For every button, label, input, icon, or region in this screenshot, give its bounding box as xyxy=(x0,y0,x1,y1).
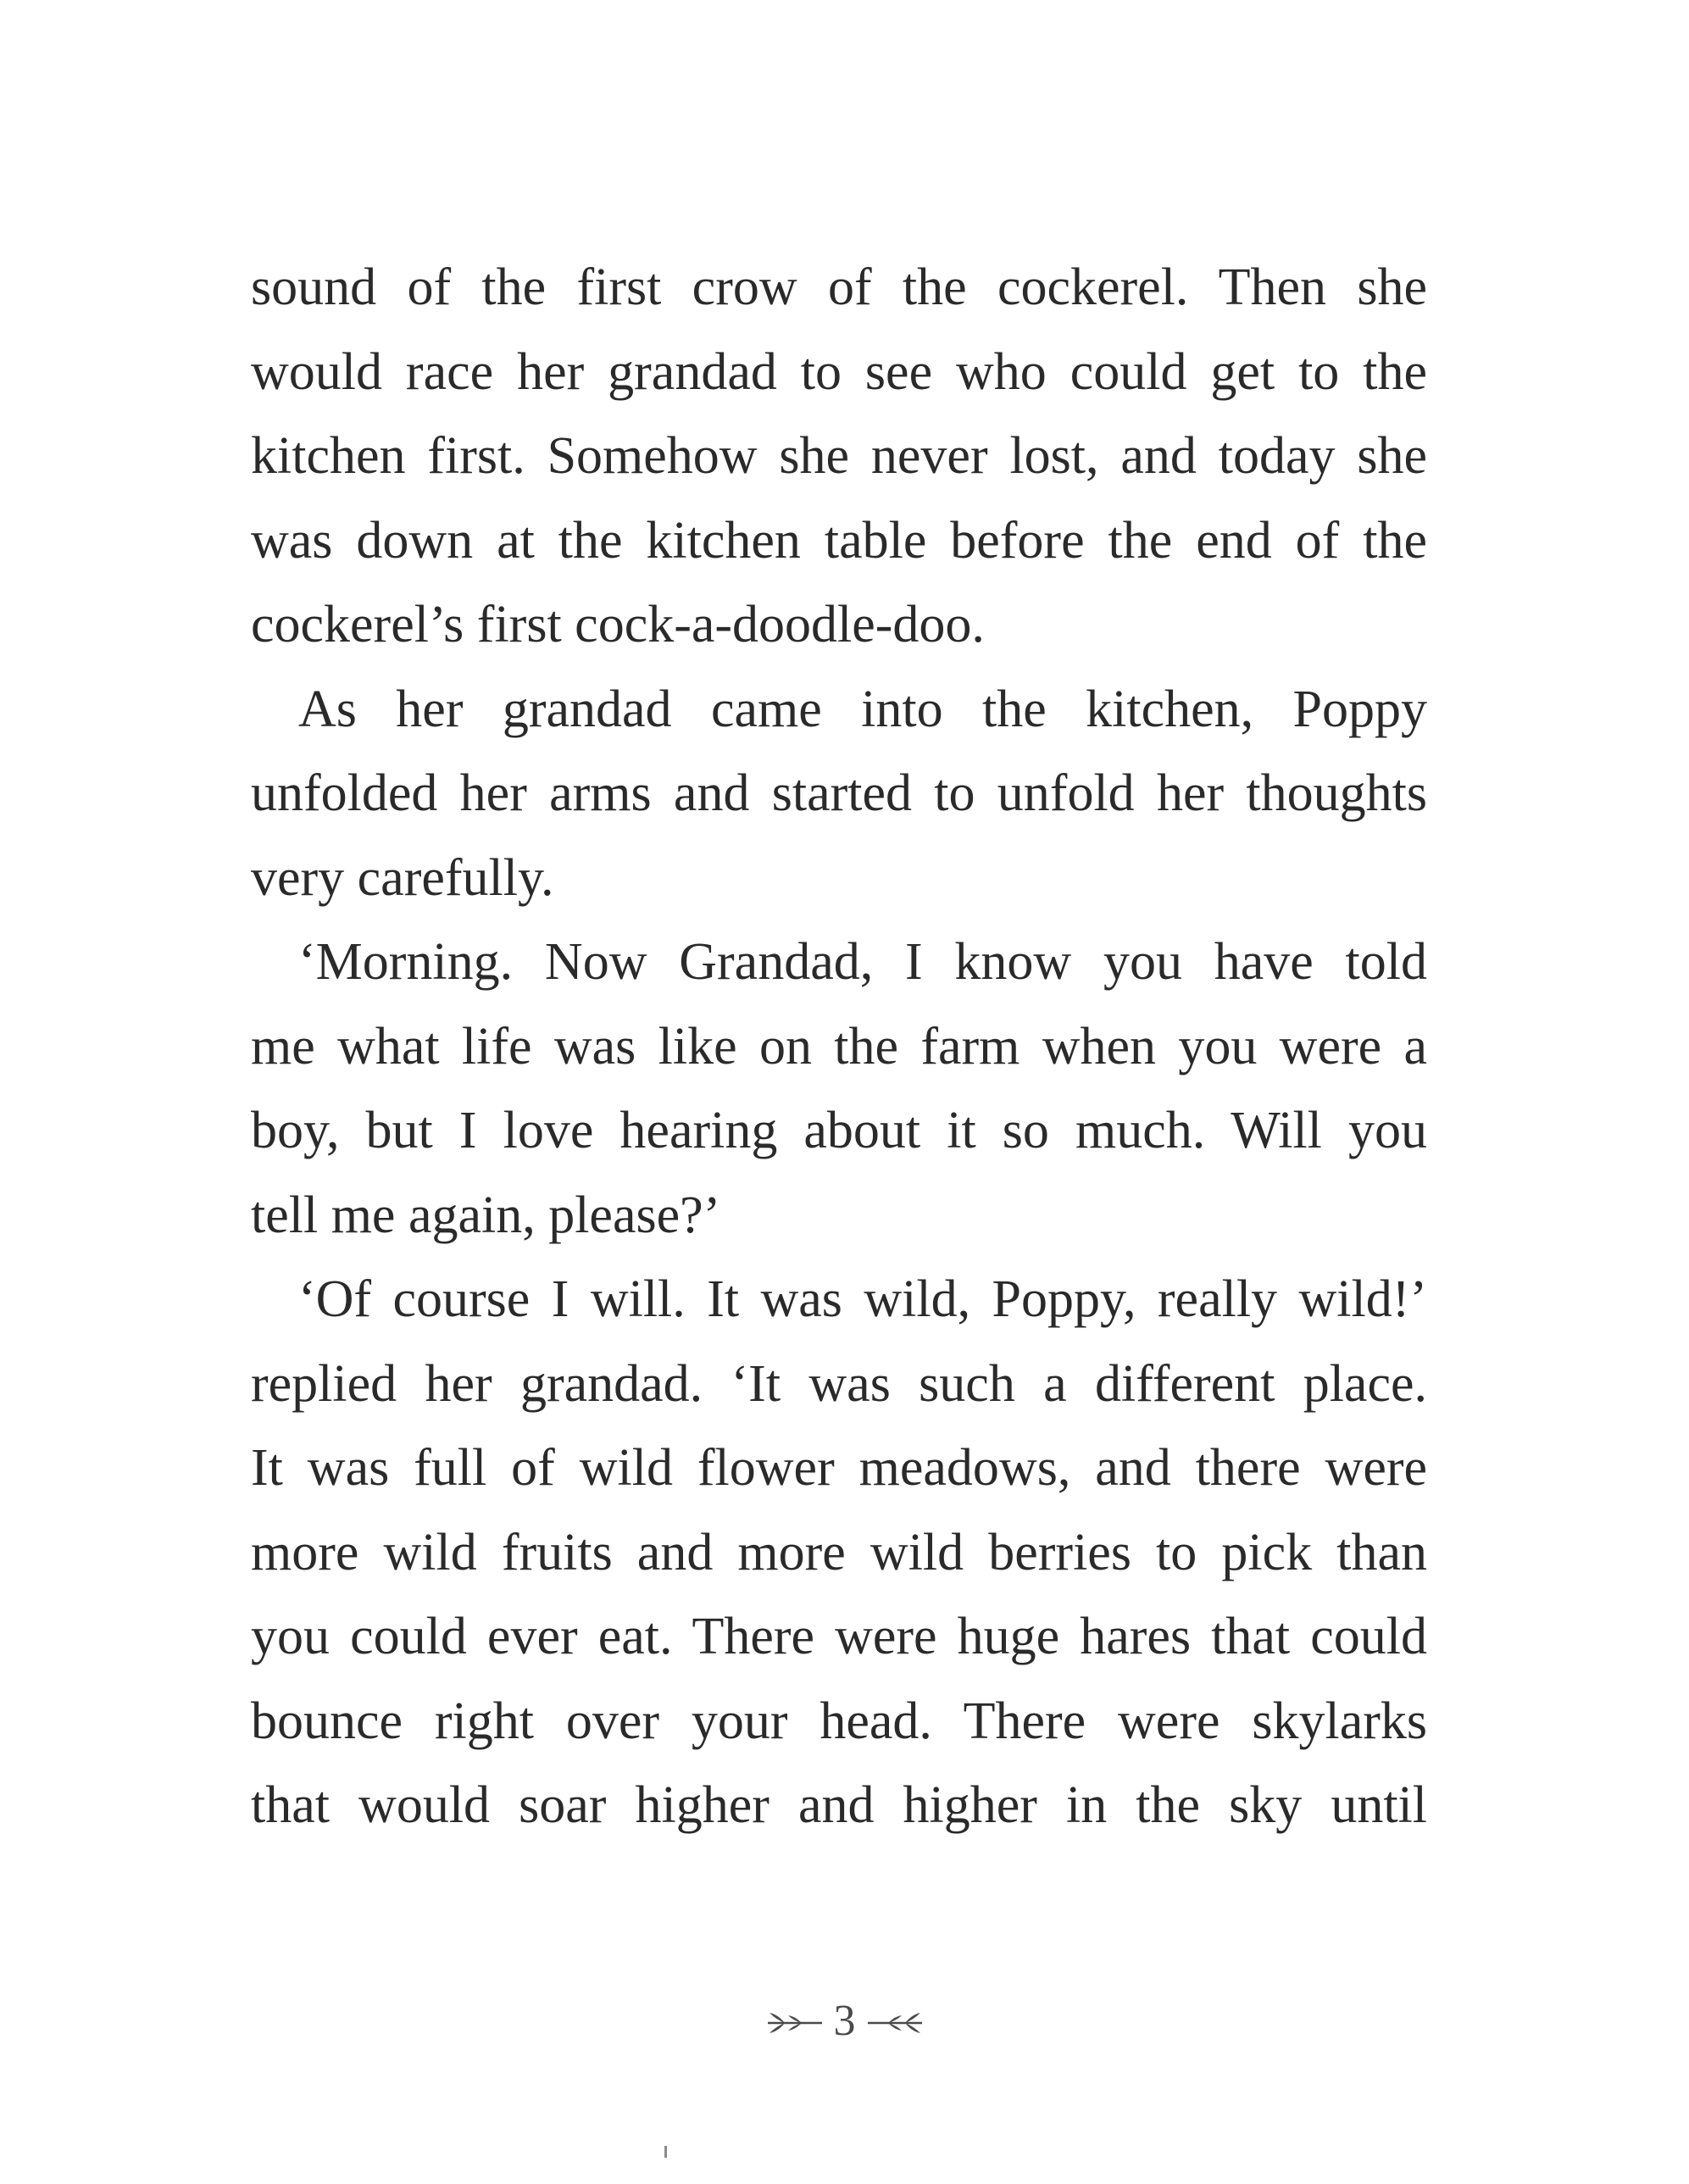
text-line: ‘Of course I will. It was wild, Poppy, really wild!’ xyxy=(298,1270,1427,1328)
text-line: boy, but I love hearing about it so much. Will you xyxy=(251,1102,1427,1159)
text-line: more wild fruits and more wild berries to pick than xyxy=(251,1523,1427,1581)
text-line: that would soar higher and higher in the sky until xyxy=(251,1776,1427,1834)
text-line: ‘Morning. Now Grandad, I know you have told xyxy=(298,933,1427,991)
text-line: very carefully. xyxy=(251,848,554,907)
text-line: tell me again, please?’ xyxy=(251,1186,721,1244)
text-line: bounce right over your head. There were skylarks xyxy=(251,1692,1427,1750)
text-line: cockerel’s first cock-a-doodle-doo. xyxy=(251,596,985,653)
text-line: you could ever eat. There were huge hares that could xyxy=(251,1608,1427,1665)
text-line: me what life was like on the farm when you were a xyxy=(251,1017,1427,1075)
body-text xyxy=(251,246,1427,1848)
leaf-sprig-icon xyxy=(864,2004,925,2038)
text-line: kitchen first. Somehow she never lost, and today she xyxy=(251,427,1427,485)
page-footer xyxy=(0,1996,1689,2046)
text-line: was down at the kitchen table before the end of the xyxy=(251,511,1427,570)
scan-speck xyxy=(664,2146,667,2158)
text-line: It was full of wild flower meadows, and there were xyxy=(251,1439,1427,1497)
page-number: 3 xyxy=(833,1997,856,2045)
text-line: replied her grandad. ‘It was such a different place. xyxy=(251,1354,1427,1413)
text-line: unfolded her arms and started to unfold her thoughts xyxy=(251,764,1427,822)
text-line: sound of the first crow of the cockerel. Then she xyxy=(251,258,1427,316)
leaf-sprig-icon xyxy=(764,2004,825,2038)
text-line: As her grandad came into the kitchen, Poppy xyxy=(298,680,1427,738)
text-line: would race her grandad to see who could get to the xyxy=(251,342,1427,401)
